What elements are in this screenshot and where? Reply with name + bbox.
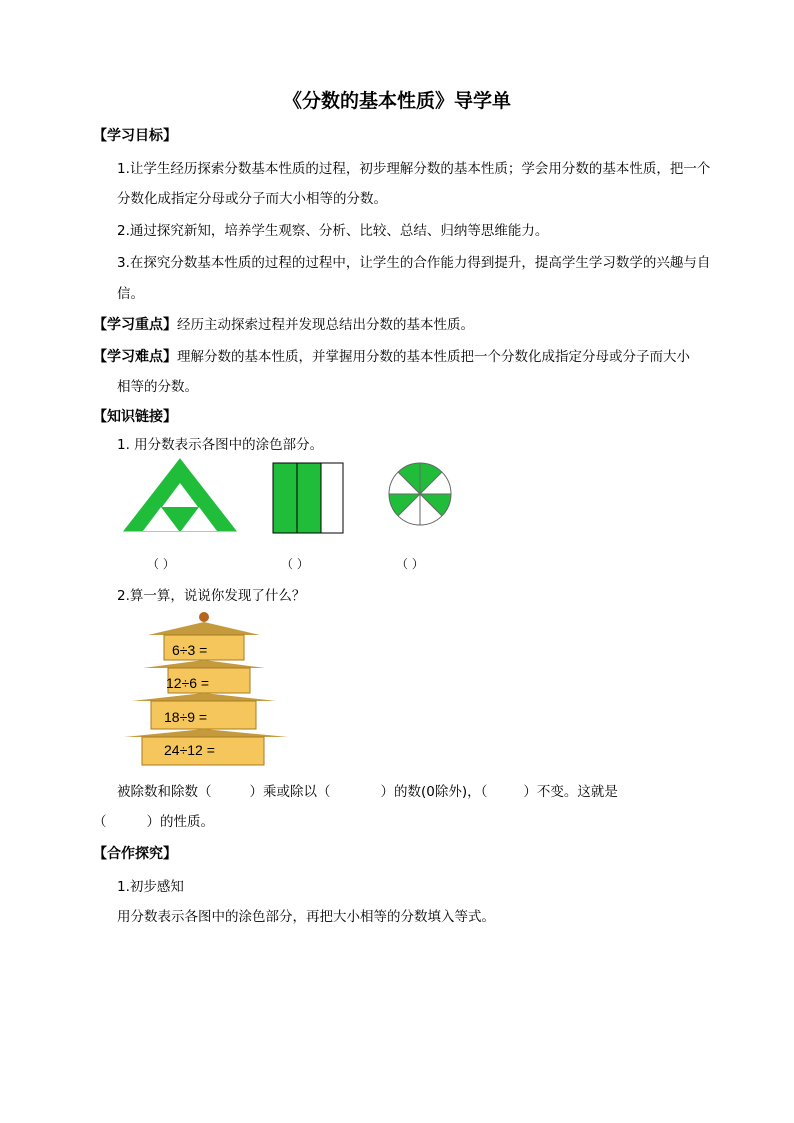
key-heading: 【学习重点】 bbox=[93, 317, 177, 333]
circle-figure bbox=[386, 460, 454, 528]
question-1: 1. 用分数表示各图中的涂色部分。 bbox=[117, 437, 324, 453]
fill-line-1 bbox=[117, 780, 618, 800]
goal-3-line-2: 信。 bbox=[117, 286, 144, 302]
pagoda-top-ball bbox=[199, 612, 209, 622]
difficulty-point bbox=[93, 345, 690, 366]
equation-1: 6÷3 = bbox=[172, 642, 208, 658]
page-title: 《分数的基本性质》导学单 bbox=[282, 90, 511, 112]
answer-blank-2[interactable]: （ ） bbox=[281, 557, 309, 571]
triangle-figure bbox=[120, 455, 240, 535]
green-sector bbox=[420, 463, 442, 494]
roof bbox=[148, 622, 260, 635]
goals-heading: 【学习目标】 bbox=[93, 128, 177, 144]
roof bbox=[143, 660, 265, 668]
goal-1-line-1: 1.让学生经历探索分数基本性质的过程，初步理解分数的基本性质；学会用分数的基本性质，把一个 bbox=[117, 161, 711, 177]
difficulty-line-2: 相等的分数。 bbox=[117, 379, 198, 395]
roof bbox=[124, 729, 288, 737]
green-strip bbox=[273, 463, 297, 533]
question-2: 2.算一算，说说你发现了什么？ bbox=[117, 588, 306, 604]
roof bbox=[132, 693, 276, 701]
difficulty-heading: 【学习难点】 bbox=[93, 349, 177, 365]
coop-item-1: 1.初步感知 bbox=[117, 879, 184, 895]
coop-item-1-text: 用分数表示各图中的涂色部分，再把大小相等的分数填入等式。 bbox=[117, 909, 495, 925]
equation-3: 18÷9 = bbox=[164, 709, 208, 725]
answer-blank-1[interactable]: （ ） bbox=[147, 557, 175, 571]
link-heading: 【知识链接】 bbox=[93, 409, 177, 425]
rectangle-figure bbox=[272, 462, 346, 534]
key-text: 经历主动探索过程并发现总结出分数的基本性质。 bbox=[177, 317, 474, 333]
fill-text: 被除数和除数（ bbox=[117, 784, 212, 800]
equation-4: 24÷12 = bbox=[164, 742, 215, 758]
answer-blank-3[interactable]: （ ） bbox=[396, 557, 424, 571]
goal-3-line-1: 3.在探究分数基本性质的过程的过程中，让学生的合作能力得到提升，提高学生学习数学的兴趣与自 bbox=[117, 255, 711, 271]
green-sector bbox=[420, 494, 451, 516]
fill-text: （ bbox=[93, 814, 107, 830]
goal-1-line-2: 分数化成指定分母或分子而大小相等的分数。 bbox=[117, 191, 387, 207]
goal-2: 2.通过探究新知，培养学生观察、分析、比较、总结、归纳等思维能力。 bbox=[117, 223, 549, 239]
fill-text: ）的性质。 bbox=[146, 814, 214, 830]
fill-line-2 bbox=[93, 810, 214, 830]
fill-text: ）乘或除以（ bbox=[249, 784, 331, 800]
green-sector bbox=[398, 463, 420, 494]
green-sector bbox=[389, 494, 420, 516]
coop-heading: 【合作探究】 bbox=[93, 846, 177, 862]
equation-2: 12÷6 = bbox=[166, 675, 210, 691]
fill-text: ）不变。这就是 bbox=[523, 784, 618, 800]
green-strip bbox=[297, 463, 321, 533]
key-point bbox=[93, 313, 474, 334]
white-strip bbox=[321, 463, 343, 533]
difficulty-text: 理解分数的基本性质，并掌握用分数的基本性质把一个分数化成指定分母或分子而大小 bbox=[177, 349, 690, 365]
fill-text: ）的数(0除外)，（ bbox=[380, 784, 488, 800]
